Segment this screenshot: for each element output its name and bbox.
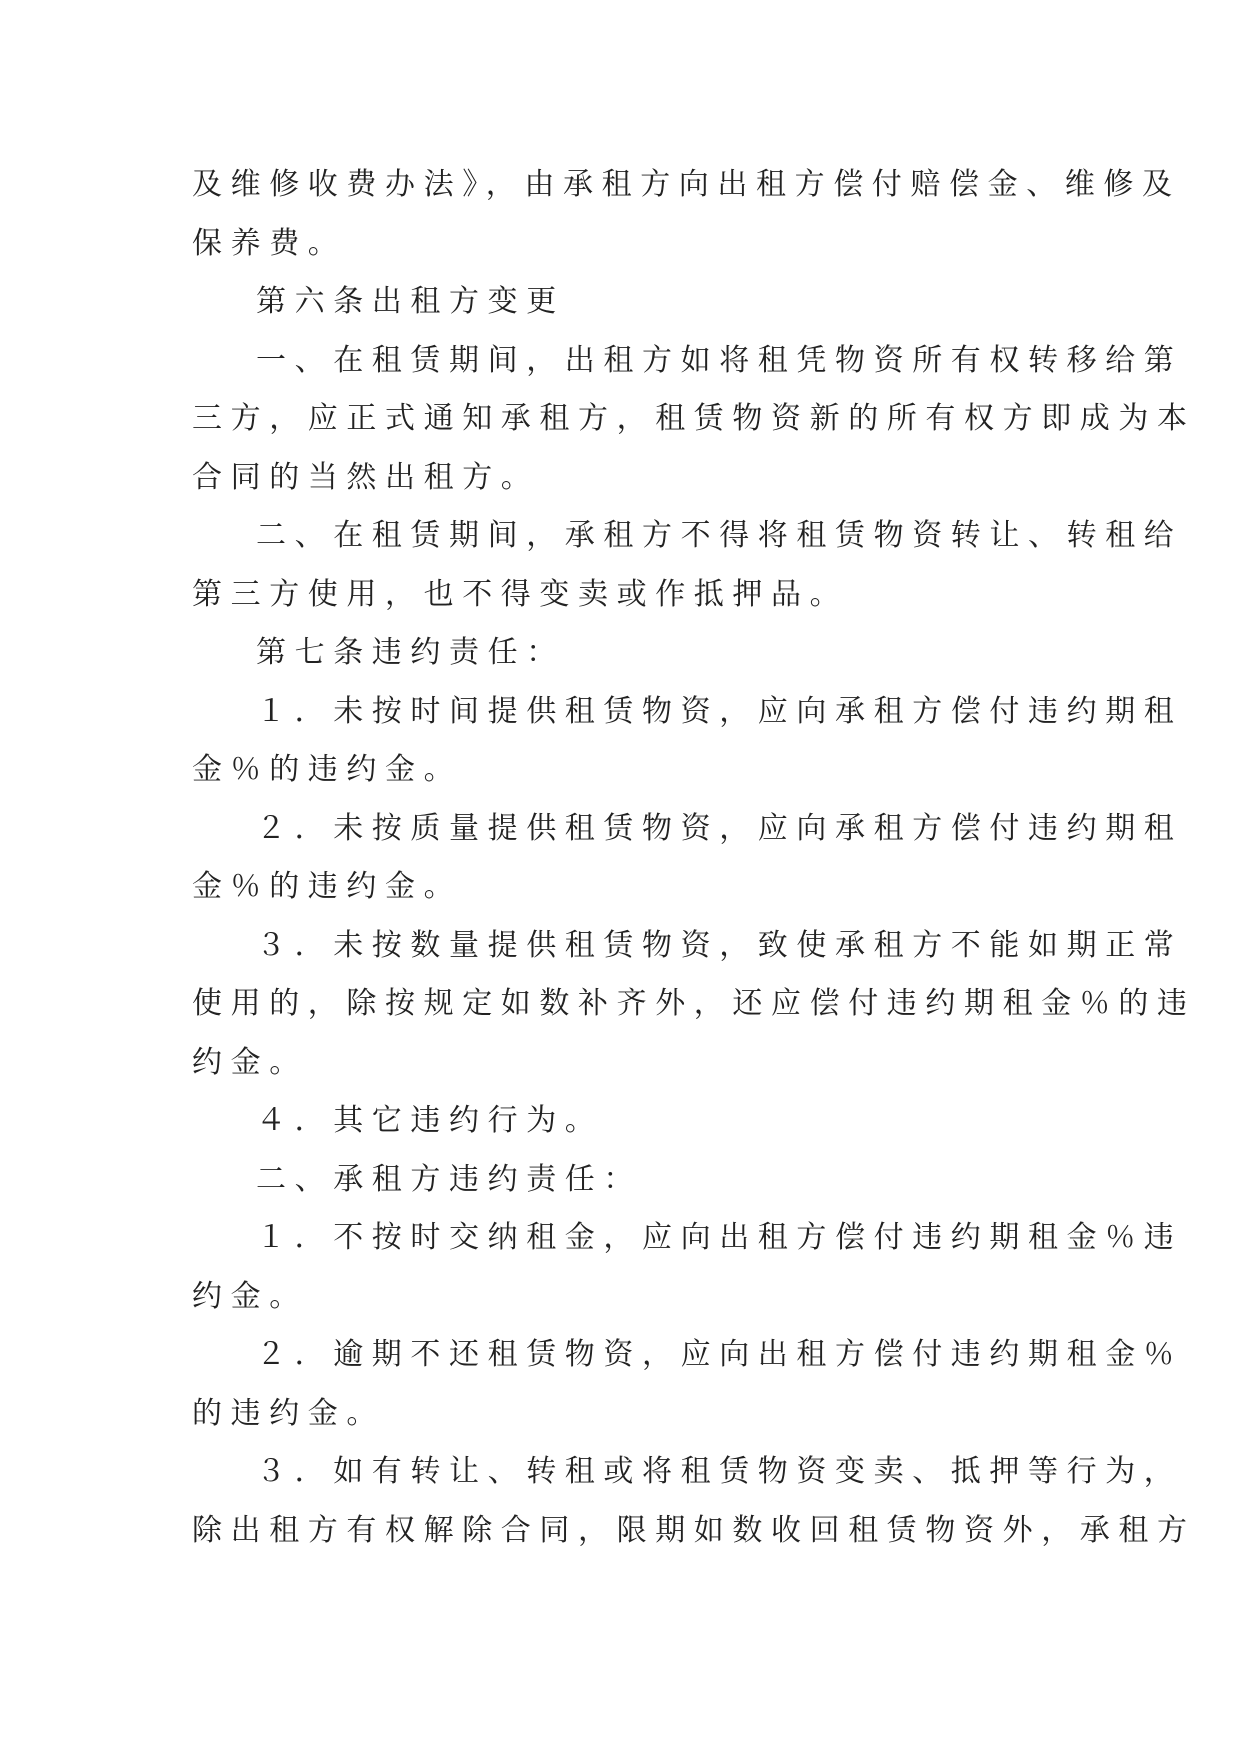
document-line: 二、承租方违约责任： [256,1161,642,1197]
document-line: 金％的违约金。 [192,869,463,904]
document-line: 金％的违约金。 [192,752,463,787]
document-line: 第七条违约责任： [256,635,565,670]
document-line: 二、在租赁期间，承租方不得将租赁物资转让、转租给 [256,518,1183,553]
document-line: 保养费。 [192,225,347,261]
document-line: ２．未按质量提供租赁物资，应向承租方偿付违约期租 [256,810,1183,846]
document-line: 的违约金。 [192,1395,385,1431]
document-line: 约金。 [192,1278,308,1314]
document-line: ２．逾期不还租赁物资，应向出租方偿付违约期租金％ [256,1337,1183,1372]
document-line: 合同的当然出租方。 [192,459,540,495]
document-line: ３．未按数量提供租赁物资，致使承租方不能如期正常 [256,927,1183,963]
document-line: 第六条出租方变更 [256,284,565,319]
document-line: ３．如有转让、转租或将租赁物资变卖、抵押等行为， [256,1454,1183,1489]
document-line: １．不按时交纳租金，应向出租方偿付违约期租金％违 [256,1220,1183,1255]
document-line: 使用的，除按规定如数补齐外，还应偿付违约期租金％的违 [192,986,1196,1021]
document-lines [192,156,1196,1560]
document-line: 除出租方有权解除合同，限期如数收回租赁物资外，承租方 [192,1512,1196,1548]
document-line: 及维修收费办法》，由承租方向出租方偿付赔偿金、维修及 [192,167,1181,202]
document-body [192,156,1196,1560]
document-line: 三方，应正式通知承租方，租赁物资新的所有权方即成为本 [192,401,1196,436]
document-line: ４．其它违约行为。 [256,1103,604,1138]
document-line: 一、在租赁期间，出租方如将租凭物资所有权转移给第 [256,342,1183,378]
document-line: 第三方使用，也不得变卖或作抵押品。 [192,576,849,612]
document-line: １．未按时间提供租赁物资，应向承租方偿付违约期租 [256,693,1183,729]
document-line: 约金。 [192,1044,308,1080]
